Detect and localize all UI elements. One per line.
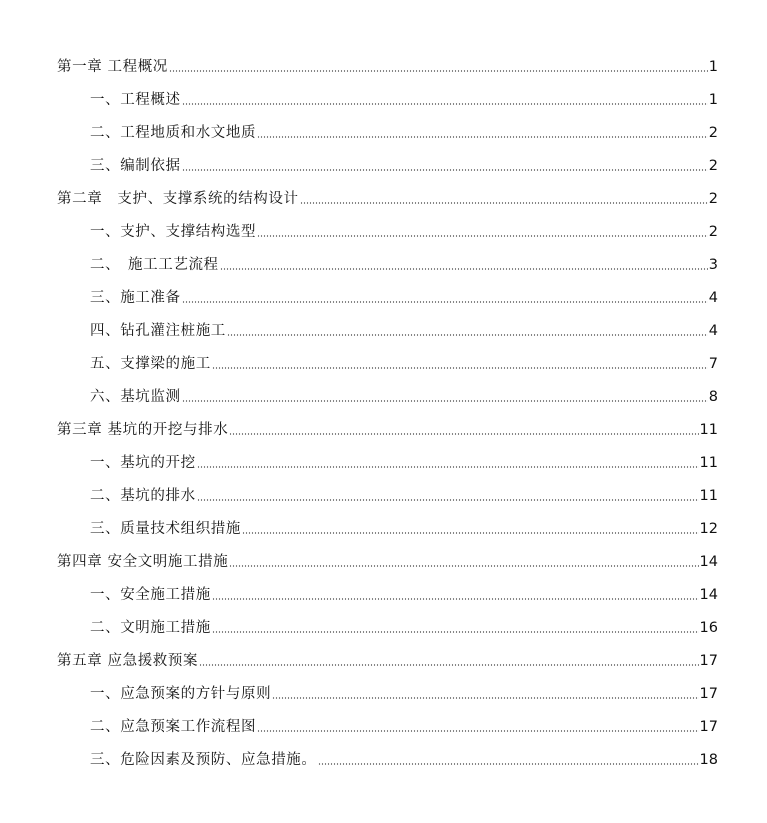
dot-leader: [197, 466, 699, 468]
toc-entry-label: 一、基坑的开挖: [90, 455, 196, 471]
toc-entry-label: 六、基坑监测: [90, 389, 181, 405]
toc-entry-page-number: 2: [708, 125, 718, 141]
toc-entry-section[interactable]: [90, 516, 718, 538]
toc-entry-section[interactable]: [90, 714, 718, 736]
toc-entry-page-number: 7: [708, 356, 718, 372]
toc-entry-section[interactable]: [90, 120, 718, 142]
toc-entry-page-number: 11: [699, 422, 718, 438]
dot-leader: [182, 103, 708, 105]
toc-entry-page-number: 18: [699, 752, 718, 768]
dot-leader: [220, 268, 708, 270]
dot-leader: [182, 400, 708, 402]
toc-entry-label: 第四章 安全文明施工措施: [57, 554, 229, 570]
dot-leader: [169, 70, 708, 72]
toc-entry-label: 第二章 支护、支撑系统的结构设计: [57, 191, 299, 207]
toc-entry-section[interactable]: [90, 615, 718, 637]
toc-entry-label: 二、应急预案工作流程图: [90, 719, 257, 735]
toc-entry-page-number: 1: [708, 59, 718, 75]
toc-entry-label: 一、应急预案的方针与原则: [90, 686, 272, 702]
toc-entry-page-number: 14: [699, 587, 718, 603]
toc-entry-section[interactable]: [90, 483, 718, 505]
toc-entry-page-number: 17: [699, 653, 718, 669]
toc-entry-section[interactable]: [90, 351, 718, 373]
dot-leader: [229, 433, 698, 435]
toc-entry-chapter-4[interactable]: [57, 549, 718, 571]
toc-entry-page-number: 14: [699, 554, 718, 570]
toc-entry-page-number: 2: [708, 224, 718, 240]
dot-leader: [300, 202, 708, 204]
toc-entry-section[interactable]: [90, 681, 718, 703]
toc-entry-page-number: 16: [699, 620, 718, 636]
toc-entry-section[interactable]: [90, 285, 718, 307]
toc-entry-chapter-1[interactable]: [57, 54, 718, 76]
toc-entry-label: 二、基坑的排水: [90, 488, 196, 504]
toc-entry-label: 三、施工准备: [90, 290, 181, 306]
dot-leader: [257, 136, 708, 138]
dot-leader: [182, 169, 708, 171]
toc-entry-section[interactable]: [90, 747, 718, 769]
toc-entry-label: 三、危险因素及预防、应急措施。: [90, 752, 317, 768]
toc-entry-section[interactable]: [90, 384, 718, 406]
toc-entry-section[interactable]: [90, 318, 718, 340]
dot-leader: [199, 664, 698, 666]
dot-leader: [212, 598, 699, 600]
dot-leader: [212, 631, 699, 633]
toc-entry-label: 第五章 应急援救预案: [57, 653, 199, 669]
toc-entry-label: 二、 施工工艺流程: [90, 257, 219, 273]
toc-entry-page-number: 3: [708, 257, 718, 273]
toc-entry-page-number: 2: [708, 158, 718, 174]
dot-leader: [257, 235, 708, 237]
toc-entry-page-number: 17: [699, 719, 718, 735]
toc-entry-section[interactable]: [90, 153, 718, 175]
toc-entry-page-number: 1: [708, 92, 718, 108]
dot-leader: [212, 367, 708, 369]
toc-entry-page-number: 11: [699, 488, 718, 504]
toc-entry-label: 第一章 工程概况: [57, 59, 168, 75]
toc-entry-section[interactable]: [90, 219, 718, 241]
toc-entry-section[interactable]: [90, 582, 718, 604]
toc-entry-section[interactable]: [90, 450, 718, 472]
toc-entry-page-number: 4: [708, 290, 718, 306]
dot-leader: [197, 499, 699, 501]
toc-entry-label: 一、安全施工措施: [90, 587, 211, 603]
toc-entry-label: 一、支护、支撑结构选型: [90, 224, 257, 240]
toc-entry-page-number: 2: [708, 191, 718, 207]
toc-entry-section[interactable]: [90, 87, 718, 109]
toc-entry-chapter-3[interactable]: [57, 417, 718, 439]
dot-leader: [242, 532, 699, 534]
toc-entry-page-number: 11: [699, 455, 718, 471]
toc-entry-label: 三、质量技术组织措施: [90, 521, 241, 537]
toc-entry-page-number: 12: [699, 521, 718, 537]
toc-entry-label: 一、工程概述: [90, 92, 181, 108]
dot-leader: [272, 697, 698, 699]
toc-entry-page-number: 17: [699, 686, 718, 702]
dot-leader: [257, 730, 698, 732]
toc-entry-section[interactable]: [90, 252, 718, 274]
dot-leader: [318, 763, 699, 765]
toc-entry-label: 第三章 基坑的开挖与排水: [57, 422, 229, 438]
toc-entry-page-number: 4: [708, 323, 718, 339]
toc-entry-label: 三、编制依据: [90, 158, 181, 174]
toc-entry-label: 五、支撑梁的施工: [90, 356, 211, 372]
toc-entry-label: 四、钻孔灌注桩施工: [90, 323, 226, 339]
toc-entry-page-number: 8: [708, 389, 718, 405]
dot-leader: [229, 565, 698, 567]
toc-entry-chapter-5[interactable]: [57, 648, 718, 670]
toc-entry-chapter-2[interactable]: [57, 186, 718, 208]
dot-leader: [182, 301, 708, 303]
toc-entry-label: 二、工程地质和水文地质: [90, 125, 257, 141]
toc-entry-label: 二、文明施工措施: [90, 620, 211, 636]
dot-leader: [227, 334, 708, 336]
